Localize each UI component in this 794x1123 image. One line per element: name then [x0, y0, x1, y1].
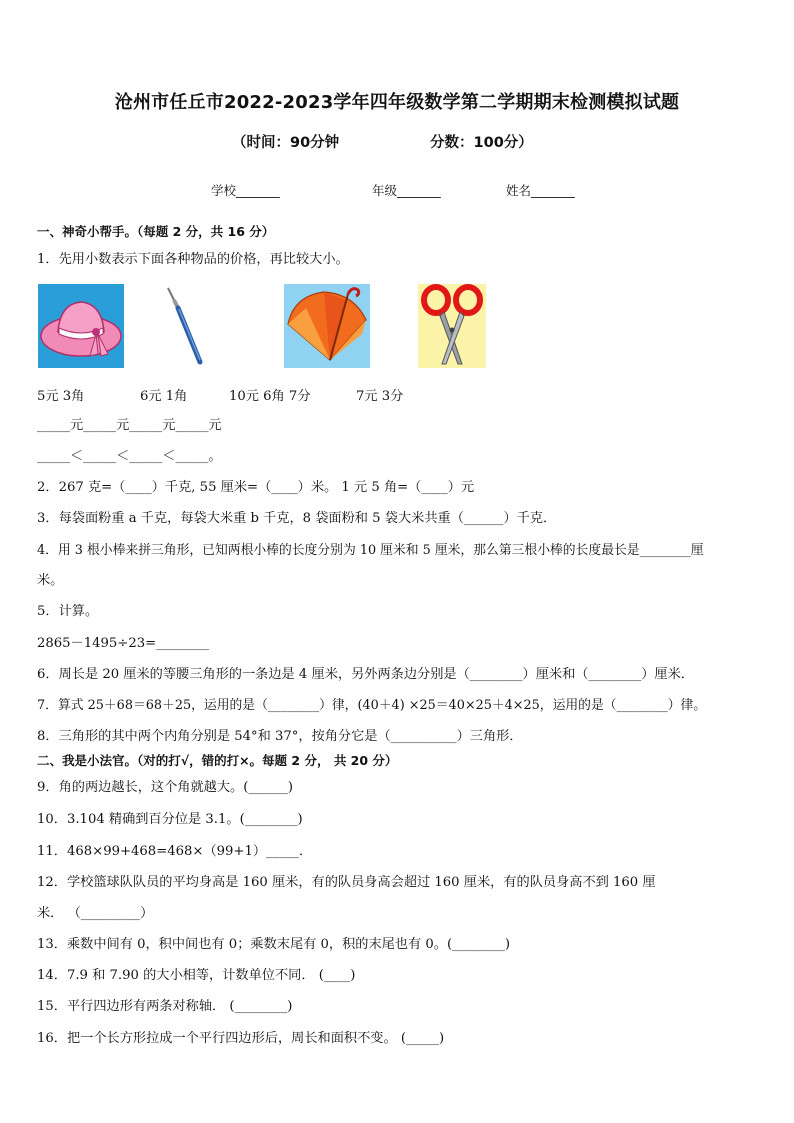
question-9: 9．角的两边越长，这个角就越大。(______) — [37, 780, 294, 795]
price-pen: 6元 1角 — [140, 389, 188, 404]
school-field: 学校_______ — [211, 183, 280, 198]
question-16: 16．把一个长方形拉成一个平行四边形后，周长和面积不变。 (_____) — [37, 1031, 445, 1046]
question-14: 14．7.9 和 7.90 的大小相等，计数单位不同． (____) — [37, 968, 356, 983]
question-10: 10．3.104 精确到百分位是 3.1。(________) — [37, 812, 303, 827]
question-15: 15．平行四边形有两条对称轴． (________) — [37, 999, 293, 1014]
pen-icon — [158, 284, 208, 368]
q1-answer-line-2: _____＜_____＜_____＜_____。 — [37, 449, 222, 464]
question-7: 7．算式 25＋68＝68＋25，运用的是（________）律，(40＋4) ×25＝40×25＋4×25，运用的是（________）律。 — [37, 698, 707, 713]
hat-icon — [38, 284, 124, 368]
scissors-image — [418, 284, 486, 368]
exam-time-score: （时间：90分钟 分数：100分） — [232, 135, 533, 151]
q1-answer-line-1: _____元_____元_____元_____元 — [37, 418, 222, 433]
price-hat: 5元 3角 — [37, 389, 85, 404]
price-umbrella: 10元 6角 7分 — [229, 389, 311, 404]
scissors-icon — [418, 284, 486, 368]
hat-image — [38, 284, 124, 368]
question-2: 2．267 克=（____）千克, 55 厘米=（____）米。 1 元 5 角=（____）元 — [37, 480, 475, 495]
name-field: 姓名_______ — [506, 183, 575, 198]
question-8: 8．三角形的其中两个内角分别是 54°和 37°，按角分它是（__________）三角形． — [37, 729, 523, 744]
umbrella-image — [284, 284, 370, 368]
question-11: 11．468×99+468=468×（99+1）_____． — [37, 844, 313, 859]
section-1-heading: 一、神奇小帮手。（每题 2 分，共 16 分） — [37, 224, 275, 239]
question-12-cont: 米． （_________） — [37, 906, 154, 921]
question-5: 5．计算。 — [37, 604, 99, 619]
question-6: 6．周长是 20 厘米的等腰三角形的一条边是 4 厘米，另外两条边分别是（________）厘米和（________）厘米． — [37, 667, 694, 682]
question-12: 12．学校篮球队队员的平均身高是 160 厘米，有的队员身高会超过 160 厘米，有的队员身高不到 160 厘 — [37, 875, 656, 890]
grade-field: 年级_______ — [372, 183, 441, 198]
price-scissors: 7元 3分 — [356, 389, 404, 404]
section-2-heading: 二、我是小法官。（对的打√，错的打×。每题 2 分， 共 20 分） — [37, 753, 398, 768]
question-1: 1．先用小数表示下面各种物品的价格，再比较大小。 — [37, 252, 349, 267]
question-3: 3．每袋面粉重 a 千克，每袋大米重 b 千克，8 袋面粉和 5 袋大米共重（______）千克． — [37, 511, 557, 526]
question-13: 13．乘数中间有 0，积中间也有 0；乘数末尾有 0，积的末尾也有 0。(________) — [37, 937, 511, 952]
pen-image — [158, 284, 208, 368]
question-5-expression: 2865－1495÷23=________ — [37, 636, 209, 651]
page-title: 沧州市任丘市2022-2023学年四年级数学第二学期期末检测模拟试题 — [114, 92, 680, 113]
umbrella-icon — [284, 284, 370, 368]
question-4-cont: 米。 — [37, 573, 64, 588]
question-4: 4．用 3 根小棒来拼三角形，已知两根小棒的长度分别为 10 厘米和 5 厘米，那么第三根小棒的长度最长是________厘 — [37, 543, 704, 558]
